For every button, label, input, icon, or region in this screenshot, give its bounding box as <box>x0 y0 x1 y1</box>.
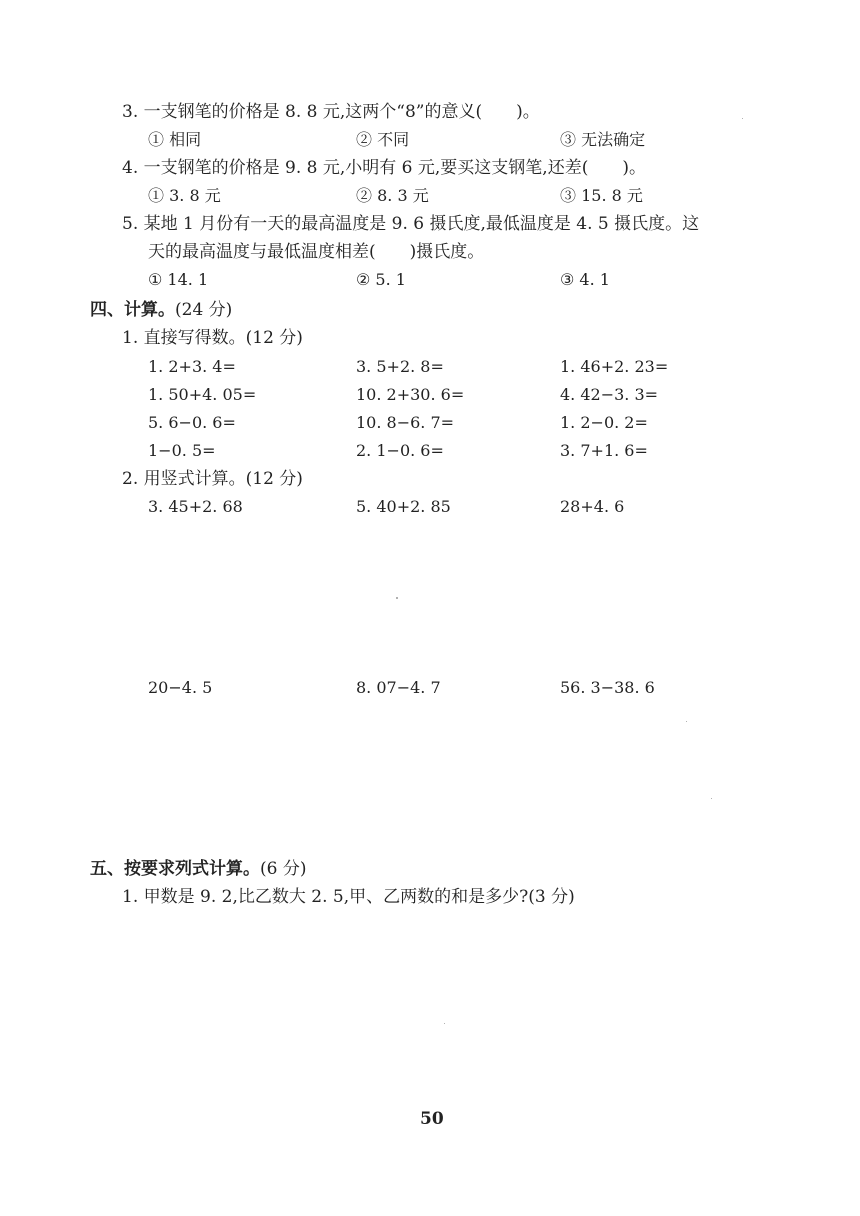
calc-4-3: 3. 7+1. 6= <box>560 441 648 460</box>
section-5-title: 五、按要求列式计算。 <box>90 859 260 879</box>
scan-speck <box>686 721 687 722</box>
calc-1-3: 1. 46+2. 23= <box>560 357 669 376</box>
question-3-option-1: ① 相同 <box>148 130 202 149</box>
calc-4-1: 1−0. 5= <box>148 441 216 460</box>
question-3-option-3: ③ 无法确定 <box>560 130 646 149</box>
scan-speck <box>444 1023 445 1024</box>
calc-2-3: 4. 42−3. 3= <box>560 385 659 404</box>
question-5-option-3: ③ 4. 1 <box>560 270 610 289</box>
question-3-text: 3. 一支钢笔的价格是 8. 8 元,这两个“8”的意义( )。 <box>122 102 540 122</box>
calc-1-2: 3. 5+2. 8= <box>356 357 444 376</box>
section-4-title: 四、计算。 <box>90 300 175 320</box>
question-5-option-1: ① 14. 1 <box>148 270 209 289</box>
calc-2-2: 10. 2+30. 6= <box>356 385 465 404</box>
question-5-text-line2: 天的最高温度与最低温度相差( )摄氏度。 <box>148 242 485 262</box>
question-4-text: 4. 一支钢笔的价格是 9. 8 元,小明有 6 元,要买这支钢笔,还差( )。 <box>122 158 646 178</box>
calc-4-2: 2. 1−0. 6= <box>356 441 444 460</box>
vertical-calc-1: 3. 45+2. 68 <box>148 497 243 516</box>
vertical-calc-6: 56. 3−38. 6 <box>560 678 655 697</box>
section-5-score: (6 分) <box>260 859 307 879</box>
question-4-option-2: ② 8. 3 元 <box>356 186 429 205</box>
part-2-title: 2. 用竖式计算。(12 分) <box>122 469 303 489</box>
question-4-option-3: ③ 15. 8 元 <box>560 186 643 205</box>
question-3-option-2: ② 不同 <box>356 130 410 149</box>
page-number: 50 <box>420 1109 444 1129</box>
calc-2-1: 1. 50+4. 05= <box>148 385 257 404</box>
calc-1-1: 1. 2+3. 4= <box>148 357 236 376</box>
scan-speck <box>711 798 712 799</box>
calc-3-2: 10. 8−6. 7= <box>356 413 455 432</box>
vertical-calc-3: 28+4. 6 <box>560 497 625 516</box>
question-5-text-line1: 5. 某地 1 月份有一天的最高温度是 9. 6 摄氏度,最低温度是 4. 5 摄氏度。这 <box>122 214 700 234</box>
question-5-option-2: ② 5. 1 <box>356 270 406 289</box>
calc-3-1: 5. 6−0. 6= <box>148 413 236 432</box>
question-4-option-1: ① 3. 8 元 <box>148 186 221 205</box>
vertical-calc-4: 20−4. 5 <box>148 678 213 697</box>
vertical-calc-5: 8. 07−4. 7 <box>356 678 441 697</box>
section-4-heading <box>90 298 232 322</box>
scan-speck <box>742 118 743 119</box>
section-5-question-1: 1. 甲数是 9. 2,比乙数大 2. 5,甲、乙两数的和是多少?(3 分) <box>122 887 575 907</box>
section-4-score: (24 分) <box>175 300 233 320</box>
section-5-heading <box>90 857 306 881</box>
calc-3-3: 1. 2−0. 2= <box>560 413 648 432</box>
scan-speck <box>396 597 398 599</box>
part-1-title: 1. 直接写得数。(12 分) <box>122 328 303 348</box>
vertical-calc-2: 5. 40+2. 85 <box>356 497 451 516</box>
